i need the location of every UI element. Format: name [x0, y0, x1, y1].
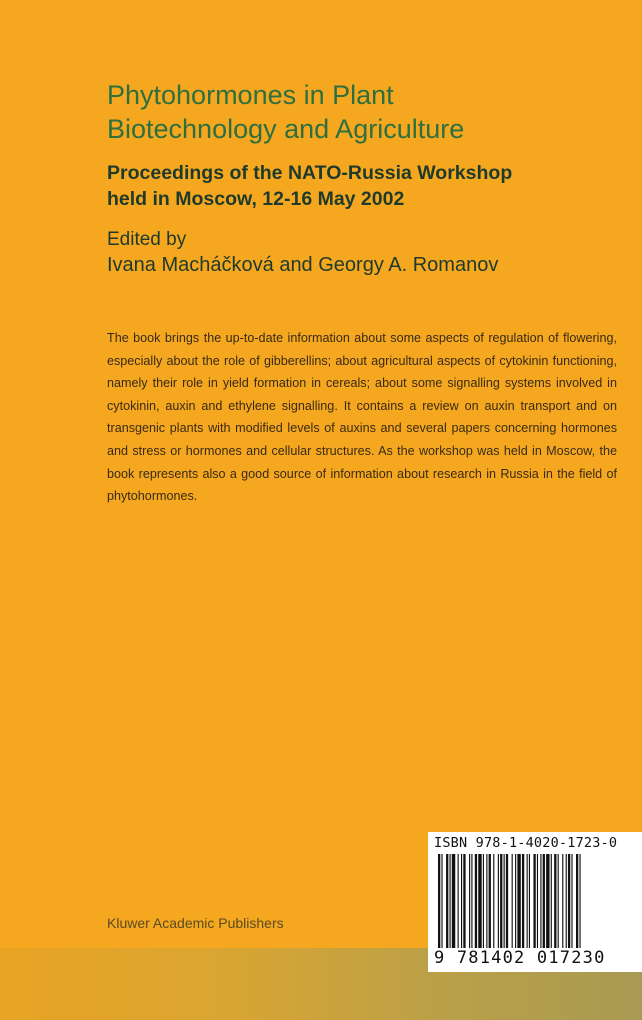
- barcode-bar: [543, 854, 545, 948]
- book-description: The book brings the up-to-date information about some aspects of regulation of flowering, especially about the role of gibberellins; about agricultural aspects of cytokinin functioning, namely their role in yield formation in cereals; about some signalling systems involved in cytokinin, auxin and ethylene signalling. It contains a review on auxin transport and on transgenic plants with modified levels of auxins and several papers concerning hormones and stress or hormones and cellular structures. As the workshop was held in Moscow, the book represents also a good source of information about research in Russia in the field of phytohormones.: [107, 331, 617, 504]
- barcode-bar: [527, 854, 528, 948]
- barcode-bar: [579, 854, 580, 948]
- barcode-bar: [500, 854, 502, 948]
- barcode-bar: [452, 854, 455, 948]
- subtitle-line-2: held in Moscow, 12-16 May 2002: [107, 188, 405, 210]
- barcode-bar: [493, 854, 494, 948]
- barcode-bar: [438, 854, 440, 948]
- editors-names: Ivana Macháčková and Georgy A. Romanov: [107, 254, 499, 276]
- book-title: [107, 78, 607, 146]
- barcode-bar: [537, 854, 538, 948]
- isbn-label: ISBN 978-1-4020-1723-0: [434, 835, 618, 851]
- barcode-bar: [486, 854, 487, 948]
- barcode-bar: [461, 854, 462, 948]
- barcode-bar: [515, 854, 516, 948]
- barcode-bar: [483, 854, 484, 948]
- barcode: [428, 832, 642, 972]
- barcode-bar: [568, 854, 570, 948]
- barcode-bar: [463, 854, 465, 948]
- barcode-bar: [446, 854, 448, 948]
- barcode-bars: [434, 854, 638, 950]
- barcode-bar: [522, 854, 524, 948]
- barcode-bar: [450, 854, 451, 948]
- barcode-bar: [504, 854, 505, 948]
- title-line-1: Phytohormones in Plant: [107, 80, 394, 110]
- barcode-bar: [489, 854, 491, 948]
- barcode-bar: [517, 854, 520, 948]
- barcode-bar: [551, 854, 552, 948]
- barcode-bar: [441, 854, 442, 948]
- publisher-name: Kluwer Academic Publishers: [107, 915, 284, 931]
- barcode-bar: [498, 854, 499, 948]
- barcode-bar: [546, 854, 549, 948]
- barcode-bar: [576, 854, 578, 948]
- barcode-bar: [512, 854, 513, 948]
- barcode-bar: [471, 854, 472, 948]
- barcode-bar: [562, 854, 563, 948]
- barcode-bar: [478, 854, 481, 948]
- book-subtitle: [107, 160, 607, 212]
- title-line-2: Biotechnology and Agriculture: [107, 114, 465, 144]
- barcode-bar: [529, 854, 530, 948]
- subtitle-line-1: Proceedings of the NATO-Russia Workshop: [107, 162, 513, 184]
- edited-by-label: Edited by: [107, 229, 187, 250]
- barcode-bar: [558, 854, 559, 948]
- barcode-digits: 9 781402 017230: [434, 948, 638, 968]
- barcode-bar: [554, 854, 556, 948]
- barcode-bar: [475, 854, 477, 948]
- barcode-bar: [506, 854, 508, 948]
- barcode-bar: [571, 854, 572, 948]
- barcode-bar: [540, 854, 541, 948]
- barcode-bar: [566, 854, 567, 948]
- barcode-bar: [458, 854, 459, 948]
- barcode-bar: [469, 854, 470, 948]
- barcode-bar: [533, 854, 535, 948]
